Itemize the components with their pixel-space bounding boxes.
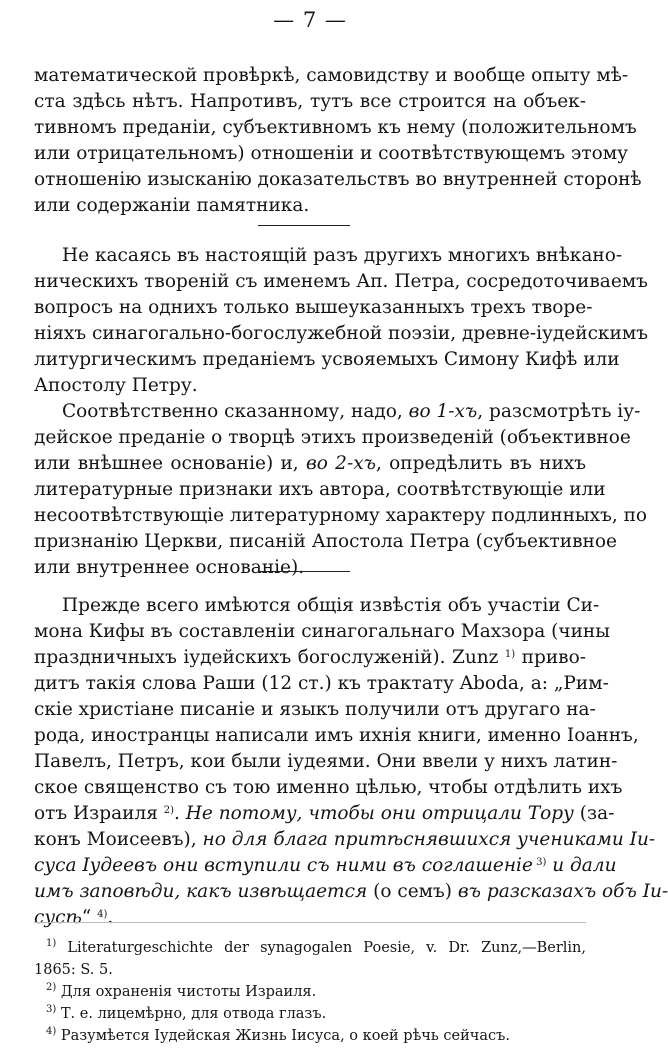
- para3-line-2: дейское преданіе о творцѣ этихъ произведеній (объективное: [34, 427, 631, 448]
- section-divider: [258, 225, 350, 226]
- para3-line-3: или внѣшнее основаніе) и, во 2-хъ, опредѣлить въ нихъ: [34, 453, 586, 474]
- para1-line-3: тивномъ преданіи, субъективномъ къ нему (положительномъ: [34, 117, 637, 138]
- para2-line-2: ническихъ твореній съ именемъ Ап. Петра, сосредоточиваемъ: [34, 271, 648, 292]
- footnote-1-line-1: $^{1)}$ Literaturgeschichte der synagogalen Poesie, v. Dr. Zunz,—Berlin,: [46, 938, 586, 956]
- para3-line-4: литературные признаки ихъ автора, соотвѣтствующіе или: [34, 479, 606, 500]
- page-number: — 7 —: [273, 8, 347, 32]
- para2-line-4: ніяхъ синагогально-богослужебной поэзіи, древне-іудейскимъ: [34, 323, 648, 344]
- para3-line-1: Соотвѣтственно сказанному, надо, во 1-хъ, разсмотрѣть іу-: [62, 401, 641, 422]
- footnote-3: $^{3)}$ Т. е. лицемѣрно, для отвода глазъ.: [46, 1004, 327, 1022]
- para4-line-6: рода, иностранцы написали имъ ихнія книги, именно Іоаннъ,: [34, 725, 639, 746]
- para4-line-8: ское священство съ тою именно цѣлью, чтобы отдѣлить ихъ: [34, 777, 623, 798]
- para2-line-3: вопросъ на однихъ только вышеуказанныхъ трехъ творе-: [34, 297, 593, 318]
- section-divider-2: [258, 571, 350, 572]
- para2-line-5: литургическимъ преданіемъ усвояемыхъ Симону Кифѣ или: [34, 349, 620, 370]
- footnote-4: $^{4)}$ Разумѣется Іудейская Жизнь Іисуса, о коей рѣчь сейчасъ.: [46, 1026, 510, 1044]
- footnote-2: $^{2)}$ Для охраненія чистоты Израиля.: [46, 982, 317, 1000]
- para4-line-1: Прежде всего имѣются общія извѣстія объ участіи Си-: [62, 595, 600, 616]
- para4-line-5: скіе христіане писаніе и языкъ получили отъ другаго на-: [34, 699, 596, 720]
- para4-line-12: имъ заповѣди, какъ извѣщается (о семъ) въ разсказахъ объ Іи-: [34, 881, 668, 902]
- para3-line-6: признанію Церкви, писаній Апостола Петра (субъективное: [34, 531, 617, 552]
- footnote-1-line-2: 1865: S. 5.: [34, 962, 113, 978]
- para2-line-6: Апостолу Петру.: [34, 375, 198, 396]
- para4-line-9: отъ Израиля $^{2)}$. Не потому, чтобы они отрицали Тору (за-: [34, 803, 615, 824]
- para4-line-3: праздничныхъ іудейскихъ богослуженій). Zunz $^{1)}$ приво-: [34, 647, 586, 668]
- para4-line-2: мона Кифы въ составленіи синагогальнаго Махзора (чины: [34, 621, 610, 642]
- para3-line-5: несоотвѣтствующіе литературному характеру подлинныхъ, по: [34, 505, 648, 526]
- para1-line-1: математической провѣркѣ, самовидству и вообще опыту мѣ-: [34, 65, 629, 86]
- para4-line-11: суса Іудеевъ они вступили съ ними въ соглашеніе $^{3)}$ и дали: [34, 855, 617, 876]
- para4-line-4: дитъ такія слова Раши (12 ст.) къ трактату Aboda, а: „Рим-: [34, 673, 609, 694]
- para4-line-7: Павелъ, Петръ, кои были іудеями. Они ввели у нихъ латин-: [34, 751, 618, 772]
- para1-line-2: ста здѣсь нѣтъ. Напротивъ, тутъ все строится на объек-: [34, 91, 586, 112]
- para1-line-6: или содержаніи памятника.: [34, 195, 310, 216]
- para4-line-10: конъ Моисеевъ), но для блага притѣснявшихся учениками Іи-: [34, 829, 656, 850]
- para4-line-13: сусѣ“ $^{4)}$.: [34, 907, 114, 928]
- para3-line-7: или внутреннее основаніе).: [34, 557, 305, 578]
- footnote-separator: [34, 922, 586, 923]
- para1-line-5: отношенію изысканію доказательствъ во внутренней сторонѣ: [34, 169, 642, 190]
- para2-line-1: Не касаясь въ настоящій разъ другихъ многихъ внѣкано-: [62, 245, 623, 266]
- para1-line-4: или отрицательномъ) отношеніи и соотвѣтствующемъ этому: [34, 143, 629, 164]
